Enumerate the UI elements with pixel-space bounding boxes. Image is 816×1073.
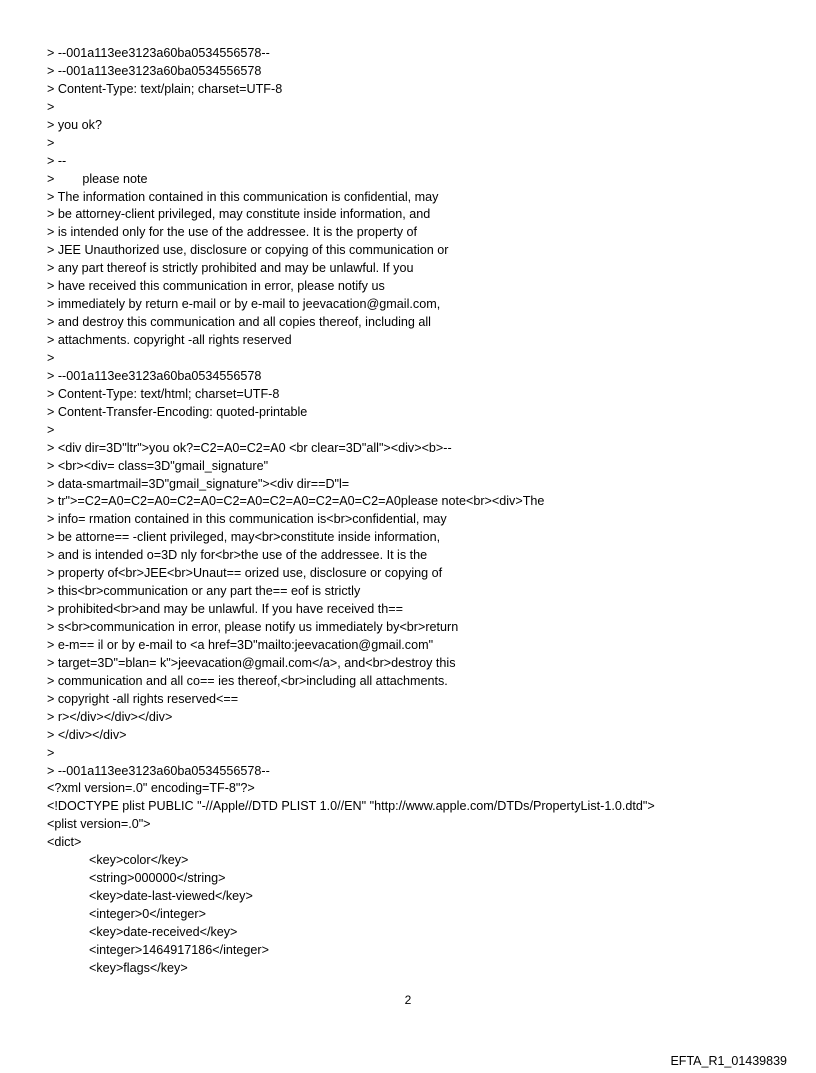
body-line: > communication and all co== ies thereof,<br>including all attachments.: [47, 673, 448, 688]
body-line: > <br><div= class=3D"gmail_signature": [47, 458, 269, 473]
body-line: > this<br>communication or any part the== eof is strictly: [47, 584, 361, 599]
body-line: > </div></div>: [47, 727, 127, 742]
body-line: >: [47, 350, 55, 365]
body-line: > s<br>communication in error, please notify us immediately by<br>return: [47, 620, 459, 634]
body-line: > copyright -all rights reserved<==: [47, 691, 239, 706]
body-line: > r></div></div></div>: [47, 709, 173, 724]
bates-number: EFTA_R1_01439839: [670, 1054, 787, 1068]
body-line: > <div dir=3D"ltr">you ok?=C2=A0=C2=A0 <br clear=3D"all"><div><b>--: [47, 440, 452, 455]
body-line: > Content-Type: text/html; charset=UTF-8: [47, 386, 280, 401]
page-number: 2: [404, 993, 412, 1007]
body-line: <string>000000</string>: [47, 871, 226, 886]
body-line: > have received this communication in error, please notify us: [47, 279, 385, 294]
body-line: <dict>: [47, 835, 82, 850]
body-line: <plist version=.0">: [47, 817, 151, 832]
body-line: <integer>0</integer>: [47, 907, 206, 921]
body-line: >: [47, 99, 55, 114]
body-line: > --: [47, 153, 67, 168]
body-line: >: [47, 422, 55, 437]
body-line: > and destroy this communication and all copies thereof, including all: [47, 315, 431, 330]
body-line: > data-smartmail=3D"gmail_signature"><div dir==D"l=: [47, 476, 350, 491]
body-line: > --001a113ee3123a60ba0534556578: [47, 63, 262, 78]
body-line: > property of<br>JEE<br>Unaut== orized use, disclosure or copying of: [47, 566, 443, 581]
body-line: > you ok?: [47, 117, 102, 132]
body-line: >: [47, 745, 55, 760]
body-line: > be attorney-client privileged, may constitute inside information, and: [47, 207, 431, 222]
body-line: >: [47, 135, 55, 150]
body-line: > target=3D"=blan= k">jeevacation@gmail.com</a>, and<br>destroy this: [47, 655, 456, 670]
body-line: > and is intended o=3D nly for<br>the use of the addressee. It is the: [47, 548, 428, 563]
body-line: > e-m== il or by e-mail to <a href=3D"mailto:jeevacation@gmail.com": [47, 637, 434, 652]
body-line: <key>flags</key>: [47, 960, 188, 975]
body-line: > info= rmation contained in this communication is<br>confidential, may: [47, 512, 447, 527]
body-line: > --001a113ee3123a60ba0534556578: [47, 368, 262, 383]
body-line: <!DOCTYPE plist PUBLIC "-//Apple//DTD PLIST 1.0//EN" "http://www.apple.com/DTDs/PropertyList-1.0.dtd">: [47, 799, 655, 814]
email-body: [47, 45, 787, 978]
body-line: > attachments. copyright -all rights reserved: [47, 333, 292, 347]
body-line: <key>date-last-viewed</key>: [47, 889, 253, 904]
body-line: <integer>1464917186</integer>: [47, 942, 269, 957]
body-line: > is intended only for the use of the addressee. It is the property of: [47, 225, 417, 240]
body-line: > please note: [47, 171, 148, 186]
body-line: > Content-Transfer-Encoding: quoted-printable: [47, 404, 308, 419]
body-line: > any part thereof is strictly prohibited and may be unlawful. If you: [47, 261, 414, 276]
body-line: > --001a113ee3123a60ba0534556578--: [47, 763, 270, 778]
body-line: <key>color</key>: [47, 853, 189, 868]
body-line: > Content-Type: text/plain; charset=UTF-8: [47, 81, 283, 96]
body-line: > tr">=C2=A0=C2=A0=C2=A0=C2=A0=C2=A0=C2=A0=C2=A0please note<br><div>The: [47, 494, 545, 509]
body-line: <?xml version=.0" encoding=TF-8"?>: [47, 781, 255, 796]
body-line: > immediately by return e-mail or by e-mail to jeevacation@gmail.com,: [47, 297, 441, 312]
body-line: <key>date-received</key>: [47, 924, 238, 939]
body-line: > be attorne== -client privileged, may<br>constitute inside information,: [47, 530, 441, 545]
body-line: > --001a113ee3123a60ba0534556578--: [47, 46, 270, 60]
body-line: > JEE Unauthorized use, disclosure or copying of this communication or: [47, 243, 449, 258]
body-line: > prohibited<br>and may be unlawful. If you have received th==: [47, 602, 404, 617]
body-line: > The information contained in this communication is confidential, may: [47, 189, 439, 204]
